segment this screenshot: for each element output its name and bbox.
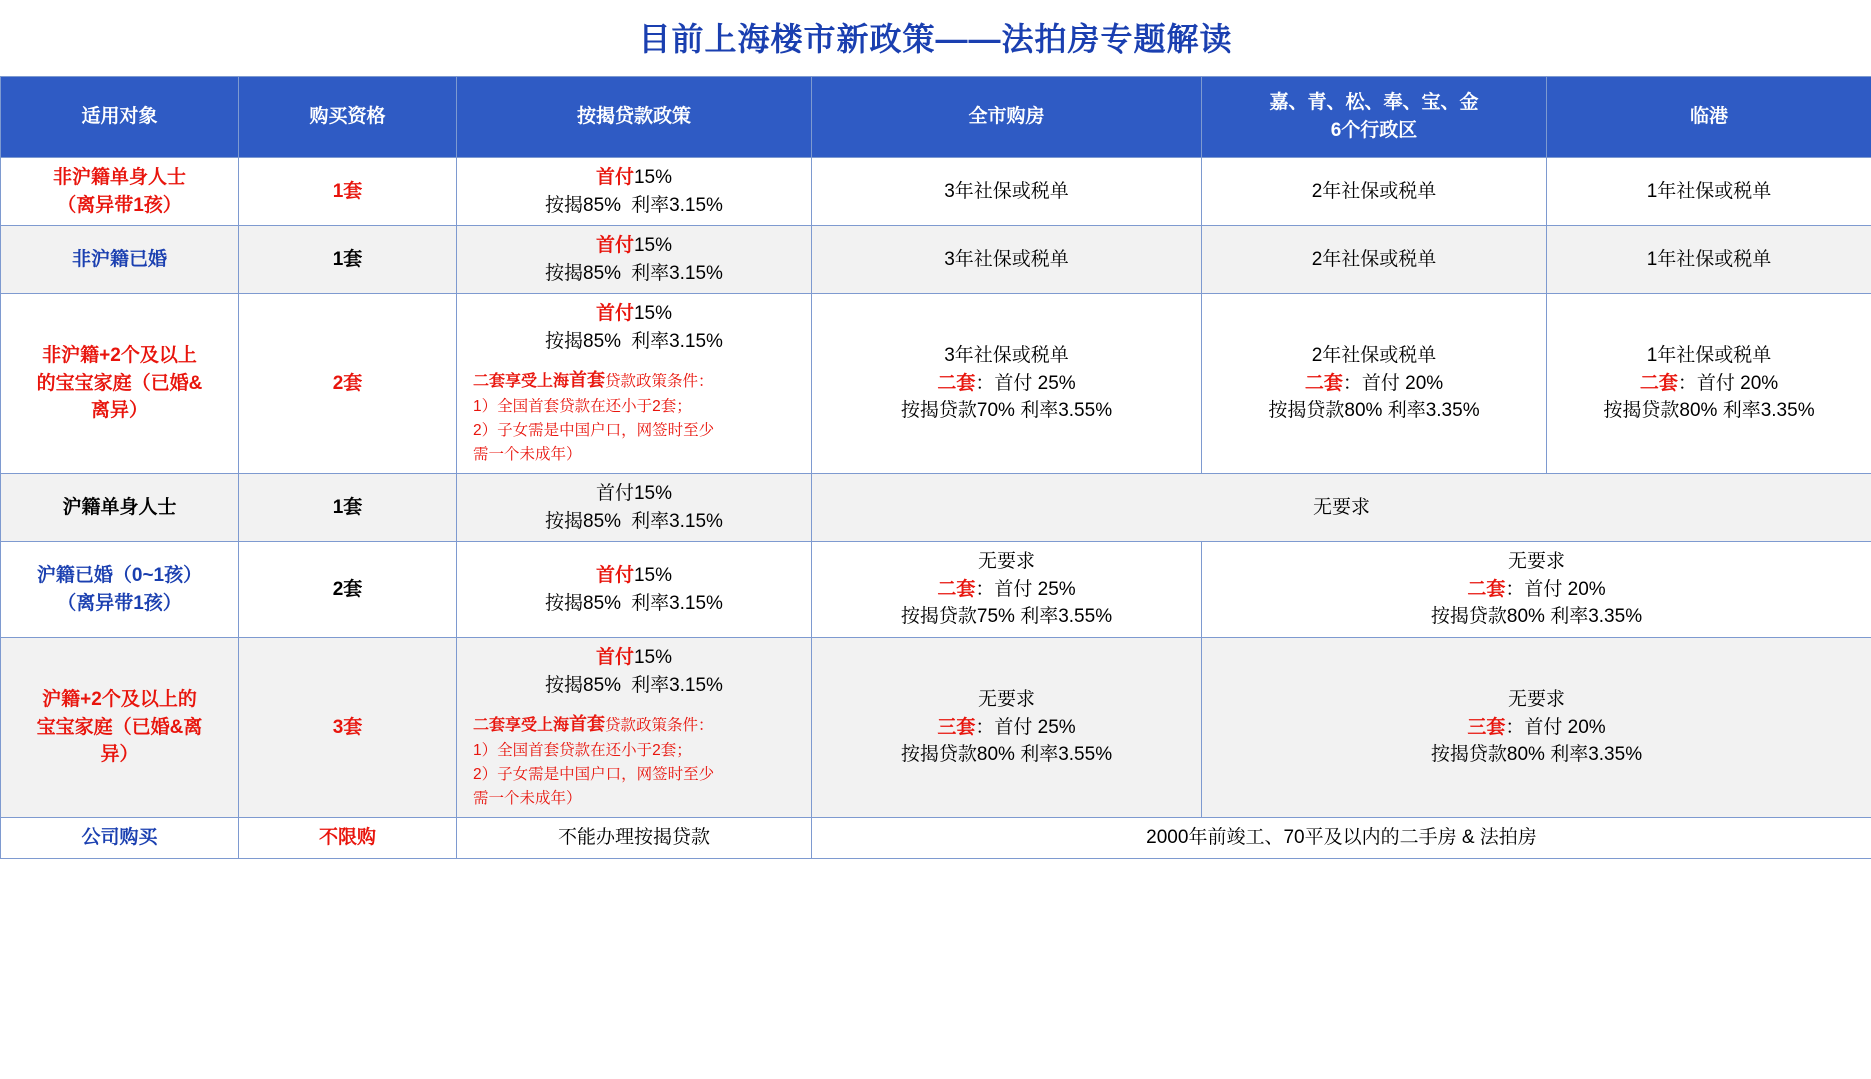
row-citywide: 3年社保或税单: [812, 226, 1202, 294]
mortgage-note: [463, 711, 805, 811]
row-object: [1, 542, 239, 638]
citywide-line1: 无要求: [977, 689, 1035, 711]
citywide-line3: 按揭贷款75% 利率3.55%: [900, 606, 1113, 628]
mortgage-loan-rate: 按揭85% 利率3.15%: [545, 510, 723, 532]
row-lingang: 1年社保或税单: [1547, 158, 1871, 226]
citywide-line3: 按揭贷款80% 利率3.55%: [900, 744, 1113, 766]
row-merged-right: [1202, 637, 1871, 817]
mortgage-loan-rate: 按揭85% 利率3.15%: [545, 674, 723, 696]
mortgage-down: 首付15%: [595, 646, 673, 668]
row-merged-right: [1202, 542, 1871, 638]
table-row: [1, 158, 1871, 226]
row-merged-requirement: 无要求: [812, 474, 1871, 542]
row-six-districts: 2年社保或税单: [1202, 158, 1547, 226]
mortgage-loan-rate: 按揭85% 利率3.15%: [545, 330, 723, 352]
column-header-object: 适用对象: [1, 77, 239, 158]
citywide-line2: 二套：首付 25%: [937, 578, 1076, 600]
row-qualification: 2套: [239, 294, 457, 474]
row-object: 非沪籍已婚: [1, 226, 239, 294]
table-row: [1, 474, 1871, 542]
merged-right-line1: 无要求: [1507, 689, 1565, 711]
column-header-qualification: 购买资格: [239, 77, 457, 158]
row-mortgage: [457, 637, 812, 817]
column-header-citywide: 全市购房: [812, 77, 1202, 158]
row-mortgage: [457, 294, 812, 474]
policy-table: [0, 76, 1871, 859]
row-object: 公司购买: [1, 817, 239, 858]
row-mortgage: [457, 226, 812, 294]
mortgage-loan-rate: 按揭85% 利率3.15%: [545, 262, 723, 284]
row-mortgage: [457, 474, 812, 542]
row-citywide: 3年社保或税单: [812, 158, 1202, 226]
mortgage-note: [463, 367, 805, 467]
lingang-line1: 1年社保或税单: [1646, 345, 1772, 367]
row-qualification: 2套: [239, 542, 457, 638]
merged-right-line1: 无要求: [1507, 551, 1565, 573]
table-row: [1, 817, 1871, 858]
six-line3: 按揭贷款80% 利率3.35%: [1268, 400, 1480, 422]
mortgage-down: 首付15%: [595, 167, 673, 188]
row-object-line2: 的宝宝家庭（已婚&: [36, 372, 203, 394]
mortgage-loan-rate: 按揭85% 利率3.15%: [545, 592, 723, 614]
row-object-line2: （离异带1孩）: [57, 194, 182, 216]
row-object-line3: 异）: [100, 744, 139, 766]
row-qualification: 3套: [239, 637, 457, 817]
row-citywide: [812, 294, 1202, 474]
table-body: [1, 158, 1871, 859]
table-header: [1, 77, 1871, 158]
row-object: [1, 637, 239, 817]
table-row: [1, 226, 1871, 294]
row-object-line1: 非沪籍+2个及以上: [42, 345, 197, 367]
header-row: [1, 77, 1871, 158]
row-mortgage: [457, 158, 812, 226]
row-citywide: [812, 637, 1202, 817]
mortgage-note-title: 二套享受上海首套贷款政策条件：: [473, 370, 714, 391]
six-districts-line1: 嘉、青、松、奉、宝、金: [1269, 92, 1479, 114]
mortgage-note-line1: 1）全国首套贷款在还小于2套；: [473, 398, 692, 416]
page-title: 目前上海楼市新政策——法拍房专题解读: [638, 21, 1233, 57]
merged-right-line2: 三套：首付 20%: [1467, 716, 1606, 738]
row-six-districts: [1202, 294, 1547, 474]
mortgage-note-line3: 需一个未成年）: [473, 789, 582, 807]
mortgage-loan-rate: 按揭85% 利率3.15%: [545, 194, 723, 216]
row-object-line2: （离异带1孩）: [57, 592, 182, 614]
mortgage-note-line3: 需一个未成年）: [473, 446, 582, 464]
row-object-line1: 沪籍已婚（0~1孩）: [36, 565, 203, 587]
row-six-districts: 2年社保或税单: [1202, 226, 1547, 294]
column-header-six-districts: [1202, 77, 1547, 158]
row-qualification: 1套: [239, 158, 457, 226]
merged-right-line3: 按揭贷款80% 利率3.35%: [1430, 606, 1643, 628]
row-object-line3: 离异）: [90, 400, 148, 422]
table-row: [1, 294, 1871, 474]
merged-right-line3: 按揭贷款80% 利率3.35%: [1430, 744, 1643, 766]
row-object: [1, 294, 239, 474]
mortgage-down: 首付15%: [595, 565, 673, 587]
six-districts-line2: 6个行政区: [1330, 120, 1418, 141]
row-mortgage: 不能办理按揭贷款: [457, 817, 812, 858]
merged-right-line2: 二套：首付 20%: [1467, 578, 1606, 600]
citywide-line1: 3年社保或税单: [944, 345, 1069, 367]
row-object-line2: 宝宝家庭（已婚&离: [36, 716, 203, 738]
row-qualification: 1套: [239, 474, 457, 542]
lingang-line2: 二套：首付 20%: [1639, 372, 1779, 394]
column-header-lingang: 临港: [1547, 77, 1871, 158]
citywide-line2: 二套：首付 25%: [937, 372, 1076, 394]
six-line2: 二套：首付 20%: [1304, 372, 1444, 394]
row-object: [1, 158, 239, 226]
row-qualification: 不限购: [239, 817, 457, 858]
six-line1: 2年社保或税单: [1311, 345, 1437, 367]
row-object-line1: 非沪籍单身人士: [52, 167, 186, 188]
lingang-line3: 按揭贷款80% 利率3.35%: [1603, 400, 1815, 422]
mortgage-down: 首付15%: [595, 303, 673, 325]
mortgage-down: 首付15%: [595, 483, 673, 505]
mortgage-note-line2: 2）子女需是中国户口，网签时至少: [473, 422, 715, 440]
row-merged-requirement: 2000年前竣工、70平及以内的二手房 & 法拍房: [812, 817, 1871, 858]
row-lingang: [1547, 294, 1871, 474]
citywide-line3: 按揭贷款70% 利率3.55%: [900, 400, 1113, 422]
mortgage-note-title: 二套享受上海首套贷款政策条件：: [473, 714, 714, 735]
citywide-line1: 无要求: [977, 551, 1035, 573]
mortgage-note-line2: 2）子女需是中国户口，网签时至少: [473, 765, 715, 783]
row-object-line1: 沪籍+2个及以上的: [42, 689, 197, 711]
table-row: [1, 637, 1871, 817]
row-object: 沪籍单身人士: [1, 474, 239, 542]
row-lingang: 1年社保或税单: [1547, 226, 1871, 294]
column-header-mortgage: 按揭贷款政策: [457, 77, 812, 158]
row-citywide: [812, 542, 1202, 638]
mortgage-down: 首付15%: [595, 235, 673, 257]
citywide-line2: 三套：首付 25%: [937, 716, 1076, 738]
row-qualification: 1套: [239, 226, 457, 294]
mortgage-note-line1: 1）全国首套贷款在还小于2套；: [473, 741, 692, 759]
row-mortgage: [457, 542, 812, 638]
table-row: [1, 542, 1871, 638]
